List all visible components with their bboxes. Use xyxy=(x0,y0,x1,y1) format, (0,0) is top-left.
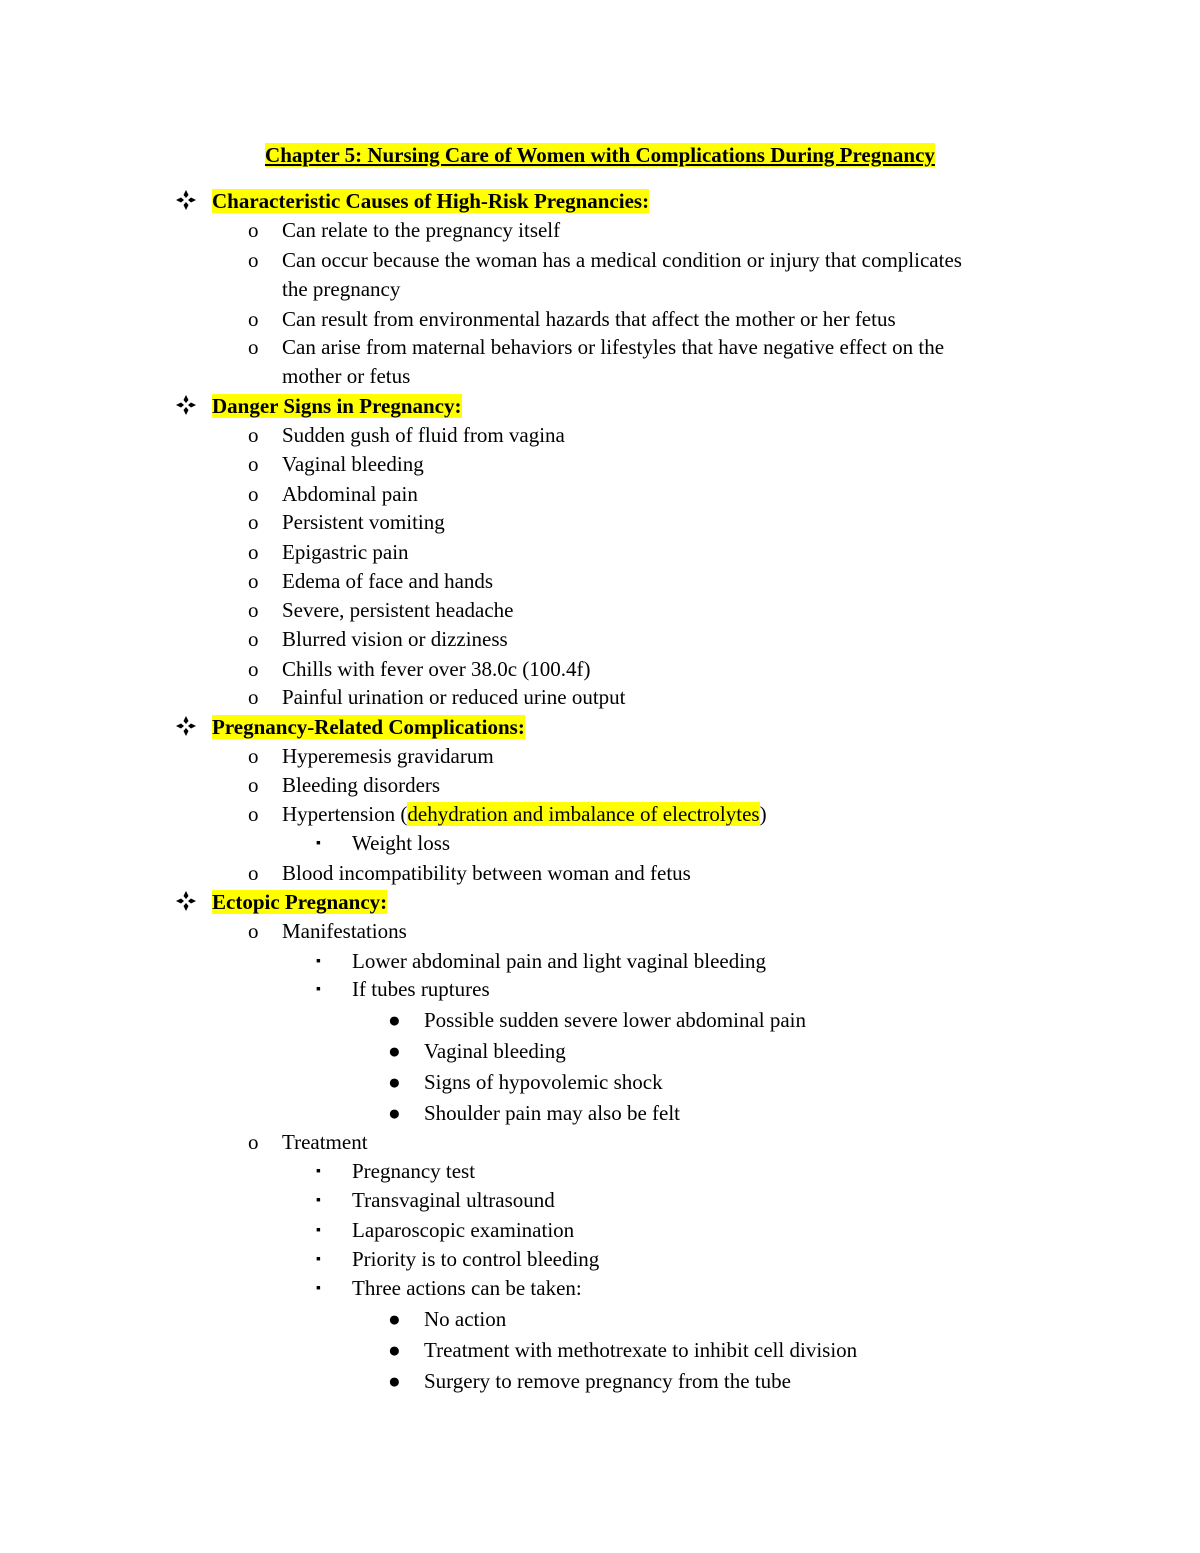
list-item: ▪ Laparoscopic examination xyxy=(316,1218,575,1242)
list-item: ▪ Lower abdominal pain and light vaginal bleeding xyxy=(316,949,767,973)
page-title: Chapter 5: Nursing Care of Women with Complications During Pregnancy xyxy=(265,143,935,167)
list-item: o Blurred vision or dizziness xyxy=(248,627,508,651)
list-item: o Severe, persistent headache xyxy=(248,598,514,622)
list-item: o Can result from environmental hazards that affect the mother or her fetus xyxy=(248,307,896,331)
list-item: o Can relate to the pregnancy itself xyxy=(248,218,561,242)
list-item: o Can occur because the woman has a medical condition or injury that complicates xyxy=(248,248,962,272)
highlighted-text: dehydration and imbalance of electrolytes xyxy=(407,802,760,826)
list-item: o Hyperemesis gravidarum xyxy=(248,744,494,768)
list-item: ● Possible sudden severe lower abdominal pain xyxy=(388,1008,806,1032)
list-item: o Manifestations xyxy=(248,919,407,943)
list-item: o Chills with fever over 38.0c (100.4f) xyxy=(248,657,591,681)
list-item: ● No action xyxy=(388,1307,507,1331)
diamond-bullet-icon xyxy=(176,392,212,421)
list-item-continuation: mother or fetus xyxy=(282,364,411,388)
list-item: ▪ Weight loss xyxy=(316,831,451,855)
diamond-bullet-icon xyxy=(176,713,212,742)
list-item: o Edema of face and hands xyxy=(248,569,494,593)
list-item: o Painful urination or reduced urine output xyxy=(248,685,626,709)
list-item: o Abdominal pain xyxy=(248,482,418,506)
list-item: ▪ Priority is to control bleeding xyxy=(316,1247,600,1271)
list-item: ▪ Transvaginal ultrasound xyxy=(316,1188,555,1212)
list-item: ● Surgery to remove pregnancy from the tube xyxy=(388,1369,791,1393)
section-heading-ectopic: Ectopic Pregnancy: xyxy=(176,888,387,917)
diamond-bullet-icon xyxy=(176,888,212,917)
list-item: o Hypertension (dehydration and imbalance of electrolytes) xyxy=(248,802,767,826)
list-item: ● Signs of hypovolemic shock xyxy=(388,1070,663,1094)
list-item: o Treatment xyxy=(248,1130,368,1154)
list-item: ● Treatment with methotrexate to inhibit cell division xyxy=(388,1338,858,1362)
list-item: o Bleeding disorders xyxy=(248,773,441,797)
list-item: o Persistent vomiting xyxy=(248,510,445,534)
list-item: o Blood incompatibility between woman and fetus xyxy=(248,861,691,885)
list-item-continuation: the pregnancy xyxy=(282,277,401,301)
list-item: ● Shoulder pain may also be felt xyxy=(388,1101,681,1125)
section-heading-danger: Danger Signs in Pregnancy: xyxy=(176,392,462,421)
list-item: o Can arise from maternal behaviors or lifestyles that have negative effect on the xyxy=(248,335,945,359)
list-item: o Epigastric pain xyxy=(248,540,409,564)
diamond-bullet-icon xyxy=(176,187,212,216)
section-heading-causes: Characteristic Causes of High-Risk Pregnancies: xyxy=(176,187,649,216)
list-item: o Vaginal bleeding xyxy=(248,452,424,476)
list-item: o Sudden gush of fluid from vagina xyxy=(248,423,565,447)
list-item: ▪ If tubes ruptures xyxy=(316,977,490,1001)
list-item: ▪ Three actions can be taken: xyxy=(316,1276,582,1300)
list-item: ● Vaginal bleeding xyxy=(388,1039,566,1063)
list-item: ▪ Pregnancy test xyxy=(316,1159,476,1183)
section-heading-complications: Pregnancy-Related Complications: xyxy=(176,713,525,742)
